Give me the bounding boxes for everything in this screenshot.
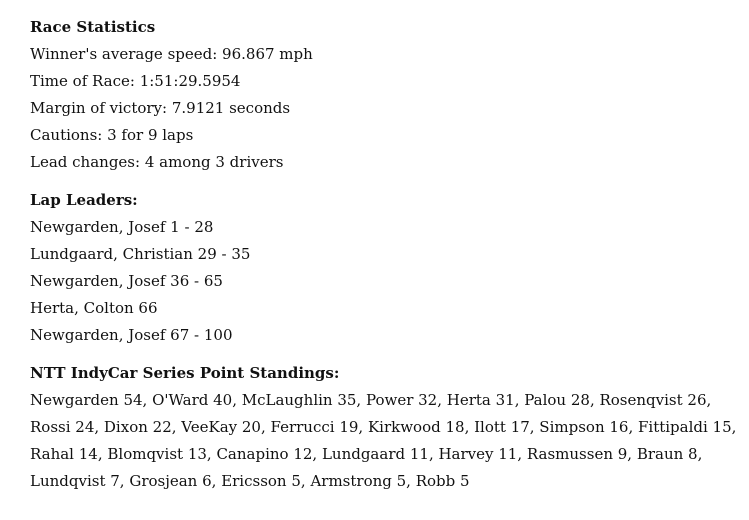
race-statistics-section bbox=[30, 14, 749, 176]
point-standings-heading: NTT IndyCar Series Point Standings: bbox=[30, 364, 340, 382]
lap-leader-item: Newgarden, Josef 36 - 65 bbox=[30, 272, 223, 290]
section-spacer bbox=[30, 176, 749, 187]
lap-leaders-section bbox=[30, 187, 749, 349]
stat-cautions: Cautions: 3 for 9 laps bbox=[30, 126, 194, 144]
stat-margin-of-victory: Margin of victory: 7.9121 seconds bbox=[30, 99, 291, 117]
race-statistics-heading: Race Statistics bbox=[30, 18, 156, 36]
lap-leaders-heading: Lap Leaders: bbox=[30, 191, 138, 209]
stat-average-speed: Winner's average speed: 96.867 mph bbox=[30, 45, 313, 63]
point-standings-line: Lundqvist 7, Grosjean 6, Ericsson 5, Armstrong 5, Robb 5 bbox=[30, 472, 470, 490]
point-standings-line: Rahal 14, Blomqvist 13, Canapino 12, Lundgaard 11, Harvey 11, Rasmussen 9, Braun 8, bbox=[30, 445, 703, 463]
point-standings-line: Newgarden 54, O'Ward 40, McLaughlin 35, Power 32, Herta 31, Palou 28, Rosenqvist 26, bbox=[30, 391, 712, 409]
lap-leader-item: Herta, Colton 66 bbox=[30, 299, 158, 317]
stat-time-of-race: Time of Race: 1:51:29.5954 bbox=[30, 72, 241, 90]
lap-leader-item: Newgarden, Josef 1 - 28 bbox=[30, 218, 214, 236]
point-standings-section bbox=[30, 360, 749, 495]
point-standings-line: Rossi 24, Dixon 22, VeeKay 20, Ferrucci 19, Kirkwood 18, Ilott 17, Simpson 16, Fittipaldi 15, bbox=[30, 418, 737, 436]
lap-leader-item: Newgarden, Josef 67 - 100 bbox=[30, 326, 233, 344]
lap-leader-item: Lundgaard, Christian 29 - 35 bbox=[30, 245, 251, 263]
section-spacer bbox=[30, 349, 749, 360]
stat-lead-changes: Lead changes: 4 among 3 drivers bbox=[30, 153, 284, 171]
